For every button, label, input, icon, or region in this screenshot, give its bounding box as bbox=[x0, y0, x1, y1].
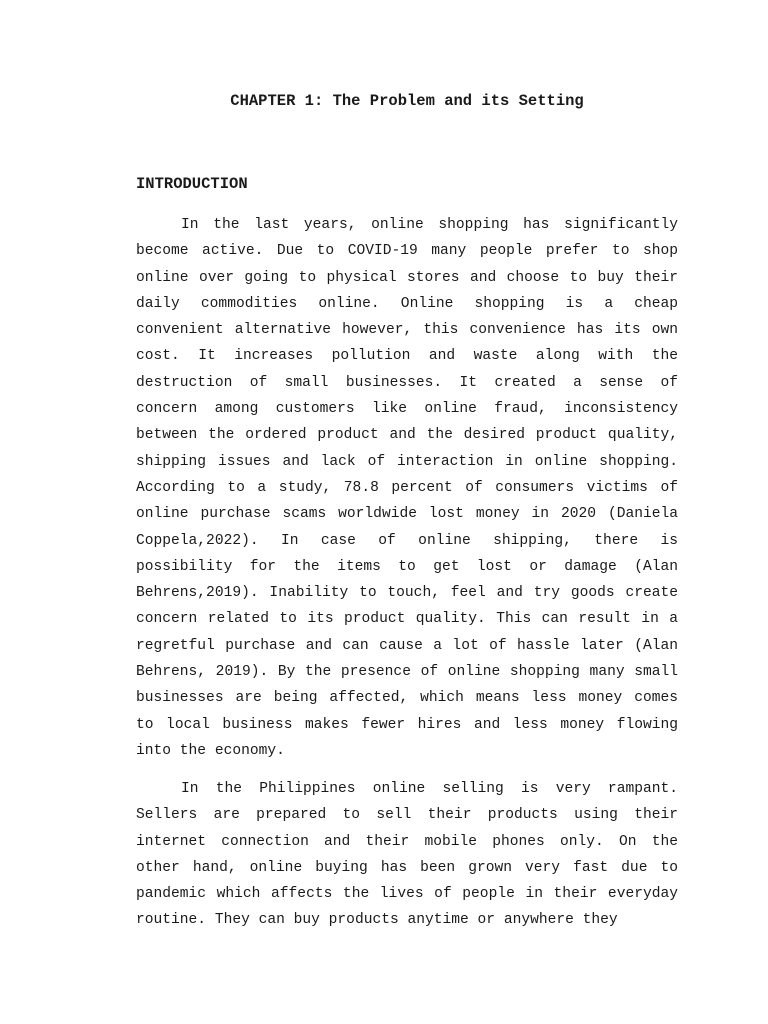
section-heading-introduction: INTRODUCTION bbox=[136, 175, 248, 193]
chapter-title: CHAPTER 1: The Problem and its Setting bbox=[230, 92, 584, 110]
paragraph-2: In the Philippines online selling is very rampant. Sellers are prepared to sell their products using their internet connection and their mobile phones only. On the other hand, online buying has been grown very fast due to pandemic which affects the lives of people in their everyday routine. They can buy products anytime or anywhere they bbox=[136, 781, 678, 929]
paragraph-1: In the last years, online shopping has significantly become active. Due to COVID-19 many people prefer to shop online over going to physical stores and choose to buy their daily commodities online. Online shopping is a cheap convenient alternative however, this convenience has its own cost. It increases pollution and waste along with the destruction of small businesses. It created a sense of concern among customers like online fraud, inconsistency between the ordered product and the desired product quality, shipping issues and lack of interaction in online shopping. According to a study, 78.8 percent of consumers victims of online purchase scams worldwide lost money in 2020 (Daniela Coppela,2022). In case of online shipping, there is possibility for the items to get lost or damage (Alan Behrens,2019). Inability to touch, feel and try goods create concern related to its product quality. This can result in a regretful purchase and can cause a lot of hassle later (Alan Behrens, 2019). By the presence of online shopping many small businesses are being affected, which means less money comes to local business makes fewer hires and less money flowing into the economy. bbox=[136, 217, 678, 759]
